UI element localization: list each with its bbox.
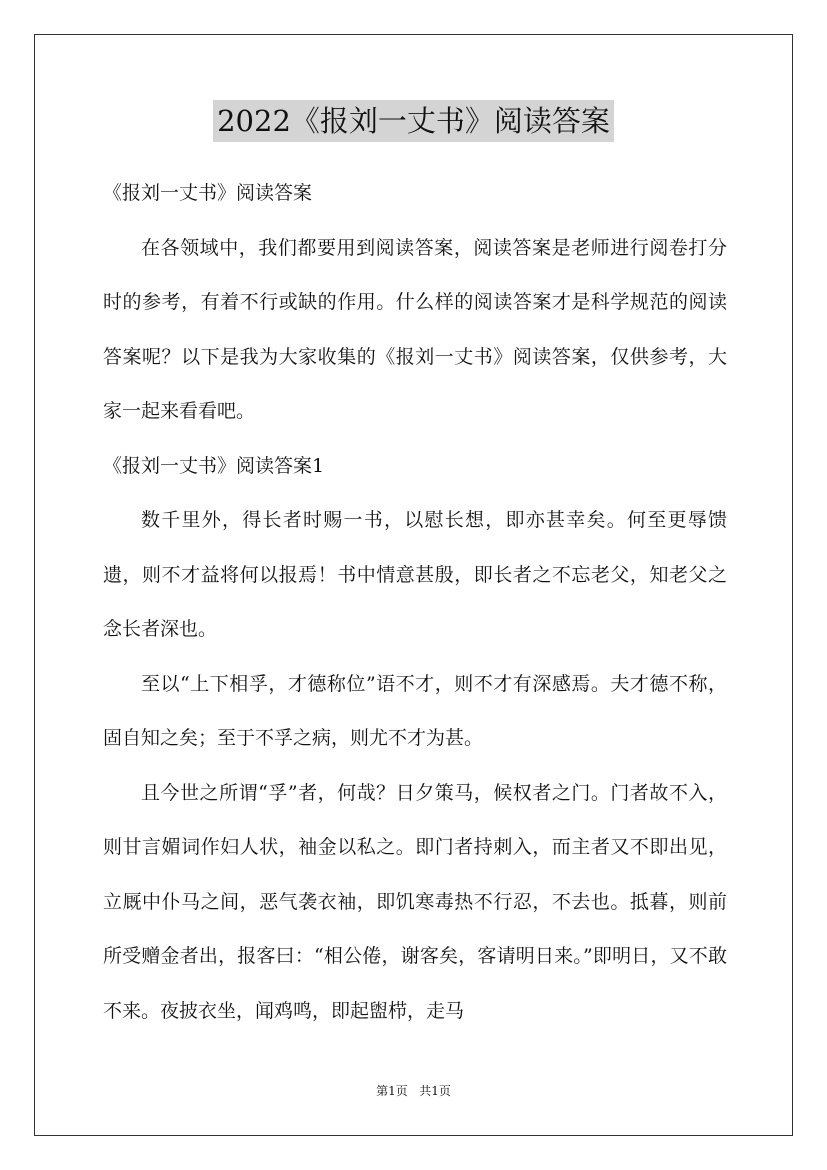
body-paragraph: 至以“上下相孚，才德称位”语不才，则不才有深感焉。夫才德不称，固自知之矣；至于不孚之病，则尤不才为甚。 bbox=[103, 672, 727, 749]
section-heading: 《报刘一丈书》阅读答案1 bbox=[103, 454, 325, 477]
document-title: 2022《报刘一丈书》阅读答案 bbox=[213, 100, 614, 142]
intro-paragraph: 在各领域中，我们都要用到阅读答案，阅读答案是老师进行阅卷打分时的参考，有着不行或缺的作用。什么样的阅读答案才是科学规范的阅读答案呢？以下是我为大家收集的《报刘一丈书》阅读答案，仅供参考，大家一起来看看吧。 bbox=[103, 236, 727, 422]
page-number: 第1页 bbox=[376, 1084, 408, 1098]
title-container bbox=[0, 100, 827, 142]
document-body bbox=[103, 166, 727, 1038]
page-footer bbox=[0, 1082, 827, 1100]
body-paragraph: 且今世之所谓“孚”者，何哉？日夕策马，候权者之门。门者故不入，则甘言媚词作妇人状，袖金以私之。即门者持刺入，而主者又不即出见，立厩中仆马之间，恶气袭衣袖，即饥寒毒热不行忍，不去也。抵暮，则前所受赠金者出，报客曰：“相公倦，谢客矣，客请明日来。”即明日，又不敢不来。夜披衣坐，闻鸡鸣，即起盥栉，走马 bbox=[103, 781, 727, 1022]
section-heading: 《报刘一丈书》阅读答案 bbox=[103, 182, 313, 204]
page-total: 共1页 bbox=[419, 1084, 451, 1098]
body-paragraph: 数千里外，得长者时赐一书，以慰长想，即亦甚幸矣。何至更辱馈遗，则不才益将何以报焉！书中情意甚殷，即长者之不忘老父，知老父之念长者深也。 bbox=[103, 509, 727, 640]
